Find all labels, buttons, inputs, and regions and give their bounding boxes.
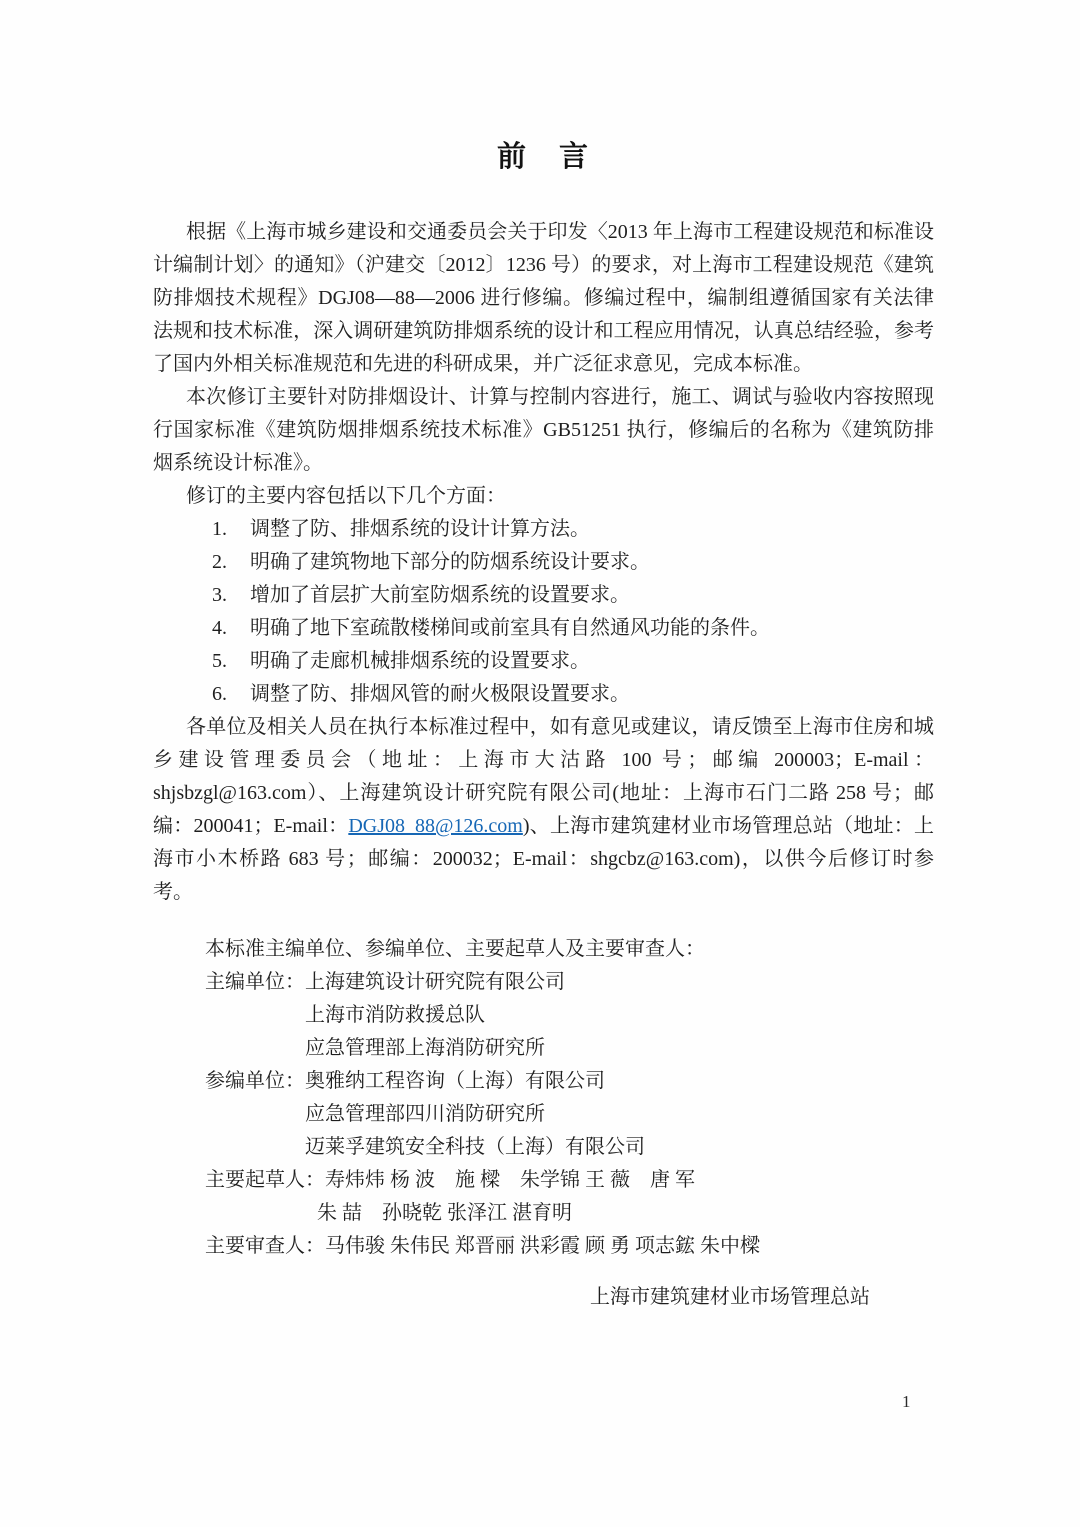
email-link[interactable]: DGJ08_88@126.com — [348, 815, 523, 837]
chief-editor-unit: 上海市消防救援总队 — [305, 1004, 485, 1026]
paragraph-basis: 根据《上海市城乡建设和交通委员会关于印发〈2013 年上海市工程建设规范和标准设计编制计划〉的通知》（沪建交〔2012〕1236 号）的要求，对上海市工程建设规范《建筑防排烟技术规程》DGJ08—88—2006 进行修编。修编过程中，编制组遵循国家有关法律法规和技术标准，深入调研建筑防排烟系统的设计和工程应用情况，认真总结经验，参考了国内外相关标准规范和先进的科研成果，并广泛征求意见，完成本标准。 — [153, 221, 934, 375]
page-content — [153, 137, 934, 1314]
reviewers-entry — [205, 1230, 934, 1263]
list-item-text: 增加了首层扩大前室防烟系统的设置要求。 — [250, 584, 630, 606]
list-item-number: 3. — [212, 584, 227, 606]
drafters-names: 朱 喆 孙晓乾 张泽江 湛育明 — [317, 1202, 572, 1224]
list-item — [153, 612, 934, 645]
chief-editor-unit: 上海建筑设计研究院有限公司 — [305, 971, 565, 993]
list-item-text: 明确了建筑物地下部分的防烟系统设计要求。 — [250, 551, 650, 573]
participating-label: 参编单位： — [205, 1070, 305, 1092]
list-item — [153, 546, 934, 579]
list-item-number: 2. — [212, 551, 227, 573]
list-item-number: 5. — [212, 650, 227, 672]
body-text — [153, 216, 934, 1314]
list-item — [153, 513, 934, 546]
participating-unit: 奥雅纳工程咨询（上海）有限公司 — [305, 1070, 605, 1092]
drafters-entry — [205, 1164, 934, 1197]
reviewers-names: 马伟骏 朱伟民 郑晋丽 洪彩霞 顾 勇 项志鋐 朱中樑 — [325, 1235, 760, 1257]
page-title: 前 言 — [496, 141, 590, 173]
contact-text-pre: 各单位及相关人员在执行本标准过程中，如有意见或建议，请反馈至上海市住房和城乡建设管理委员会（地址：上海市大沽路 100 号；邮编 200003；E-mail：shjsbzgl@163.com）、上海建筑设计研究院有限公司(地址：上海市石门二路 258 号；邮编：200041；E-mail： — [153, 716, 934, 837]
reviewers-label: 主要审查人： — [205, 1235, 325, 1257]
drafters-names: 寿炜炜 杨 波 施 樑 朱学锦 王 薇 唐 军 — [325, 1169, 695, 1191]
list-item-text: 调整了防、排烟系统的设计计算方法。 — [250, 518, 590, 540]
contact-paragraph — [153, 711, 934, 909]
list-item — [153, 678, 934, 711]
chief-editor-label: 主编单位： — [205, 971, 305, 993]
paragraph-list-intro: 修订的主要内容包括以下几个方面： — [186, 485, 506, 507]
revision-list — [153, 513, 934, 711]
participating-unit: 应急管理部四川消防研究所 — [305, 1103, 545, 1125]
list-item — [153, 579, 934, 612]
list-item-number: 1. — [212, 518, 227, 540]
list-item — [153, 645, 934, 678]
list-item-number: 4. — [212, 617, 227, 639]
page-number: 1 — [902, 1392, 911, 1411]
paragraph-revision-scope: 本次修订主要针对防排烟设计、计算与控制内容进行，施工、调试与验收内容按照现行国家标准《建筑防烟排烟系统技术标准》GB51251 执行，修编后的名称为《建筑防排烟系统设计标准》。 — [153, 386, 934, 474]
contact-text-post: )、上海市建筑建材业市场管理总站（地址：上海市小木桥路 683 号；邮编：200032；E-mail：shgcbz@163.com)，以供今后修订时参考。 — [153, 815, 934, 903]
drafters-label: 主要起草人： — [205, 1169, 325, 1191]
credits-heading: 本标准主编单位、参编单位、主要起草人及主要审查人： — [205, 938, 705, 960]
list-item-text: 明确了走廊机械排烟系统的设置要求。 — [250, 650, 590, 672]
credits-block — [153, 933, 934, 1263]
participating-unit: 迈莱孚建筑安全科技（上海）有限公司 — [305, 1136, 645, 1158]
chief-editor-entry — [205, 966, 934, 999]
participating-entry — [205, 1065, 934, 1098]
issuing-organization: 上海市建筑建材业市场管理总站 — [590, 1286, 870, 1308]
chief-editor-unit: 应急管理部上海消防研究所 — [305, 1037, 545, 1059]
list-item-text: 明确了地下室疏散楼梯间或前室具有自然通风功能的条件。 — [250, 617, 770, 639]
list-item-text: 调整了防、排烟风管的耐火极限设置要求。 — [250, 683, 630, 705]
list-item-number: 6. — [212, 683, 227, 705]
